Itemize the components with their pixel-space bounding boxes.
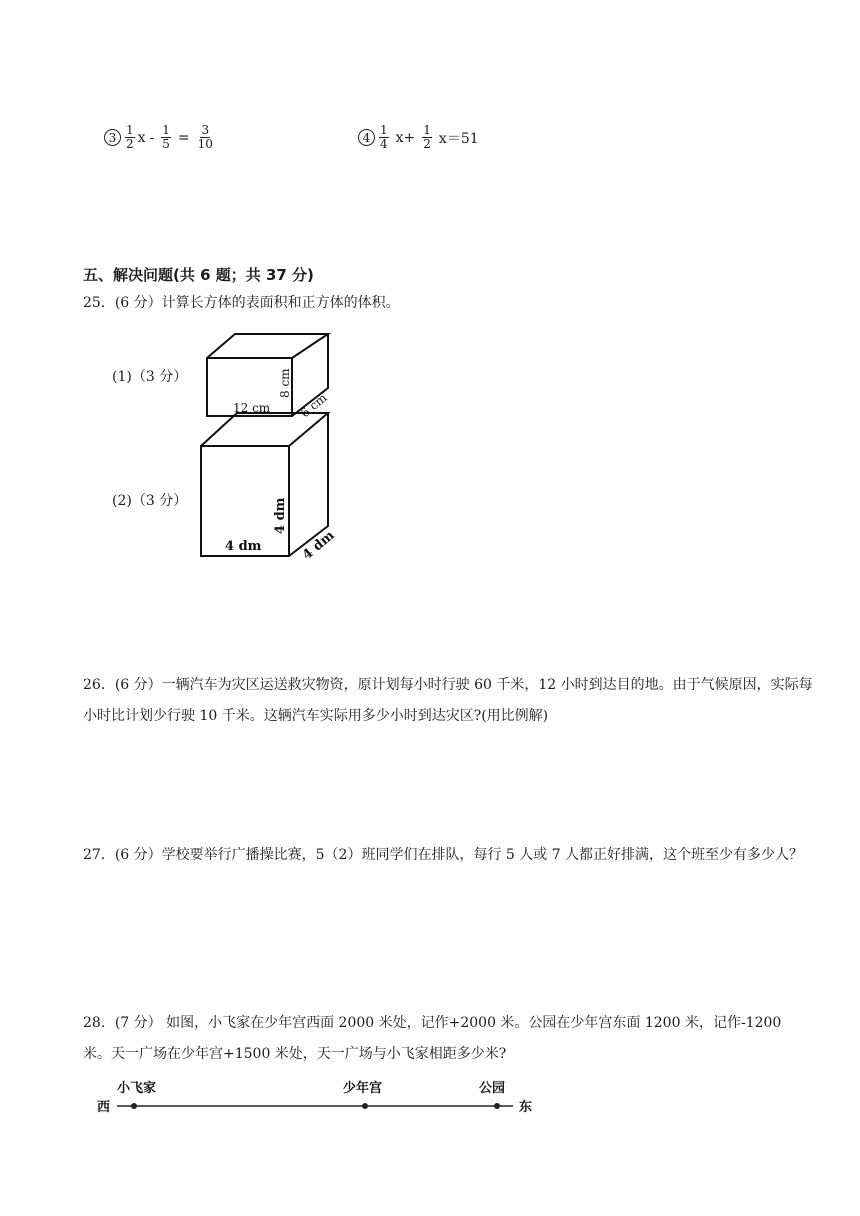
cube-figure xyxy=(195,408,345,566)
question-28-text: 28．(7 分） 如图，小飞家在少年宫西面 2000 米处，记作+2000 米。公园在少年宫东面 1200 米，记作-1200 米。天一广场在少年宫+1500 米处，天一广场与小飞家相距多少米? xyxy=(83,1015,782,1062)
west-label: 西 xyxy=(97,1100,111,1114)
equation-marker: 4 xyxy=(358,129,375,146)
home-label: 小飞家 xyxy=(117,1081,157,1096)
cube-length-label: 4 dm xyxy=(225,539,262,554)
cuboid-length-label: 12 cm xyxy=(233,401,271,415)
variable: x xyxy=(137,129,146,146)
equation-4 xyxy=(358,124,483,151)
fraction: $\frac{1}{2}$ xyxy=(126,123,134,151)
fraction: $\frac{1}{5}$ xyxy=(162,123,170,151)
variable: x＝51 xyxy=(438,130,479,147)
palace-point xyxy=(362,1103,368,1109)
cuboid-height-label: 8 cm xyxy=(278,368,292,398)
question-27-text: 27．(6 分）学校要举行广播操比赛，5（2）班同学们在排队，每行 5 人或 7 人都正好排满，这个班至少有多少人？ xyxy=(83,847,804,863)
cuboid-width-label: 6 cm xyxy=(297,390,330,421)
home-point xyxy=(131,1103,137,1109)
fraction: $\frac{1}{2}$ xyxy=(423,123,431,151)
number-line-diagram xyxy=(95,1074,545,1114)
operator: - xyxy=(149,129,155,146)
q25-part2-label: (2)（3 分） xyxy=(112,493,188,509)
palace-label: 少年宫 xyxy=(343,1081,383,1096)
east-label: 东 xyxy=(519,1100,533,1114)
question-26-text: 26．(6 分）一辆汽车为灾区运送救灾物资，原计划每小时行驶 60 千米，12 小时到达目的地。由于气候原因，实际每小时比计划少行驶 10 千米。这辆汽车实际用多少小时到达灾区?(用比例解) xyxy=(83,677,813,724)
fraction: $\frac{3}{10}$ xyxy=(197,123,213,151)
variable: x+ xyxy=(395,129,416,146)
question-25-text: 25．(6 分）计算长方体的表面积和正方体的体积。 xyxy=(83,295,400,311)
cube-width-label: 4 dm xyxy=(299,528,338,564)
section-title: 五、解决问题(共 6 题；共 37 分) xyxy=(83,266,314,284)
cube-height-label: 4 dm xyxy=(273,497,288,534)
fraction: $\frac{1}{4}$ xyxy=(380,123,388,151)
equation-marker: 3 xyxy=(104,129,121,146)
park-point xyxy=(494,1103,500,1109)
q25-part1-label: (1)（3 分） xyxy=(112,369,188,385)
park-label: 公园 xyxy=(479,1081,506,1096)
equation-3 xyxy=(104,124,217,151)
operator: = xyxy=(177,129,190,146)
